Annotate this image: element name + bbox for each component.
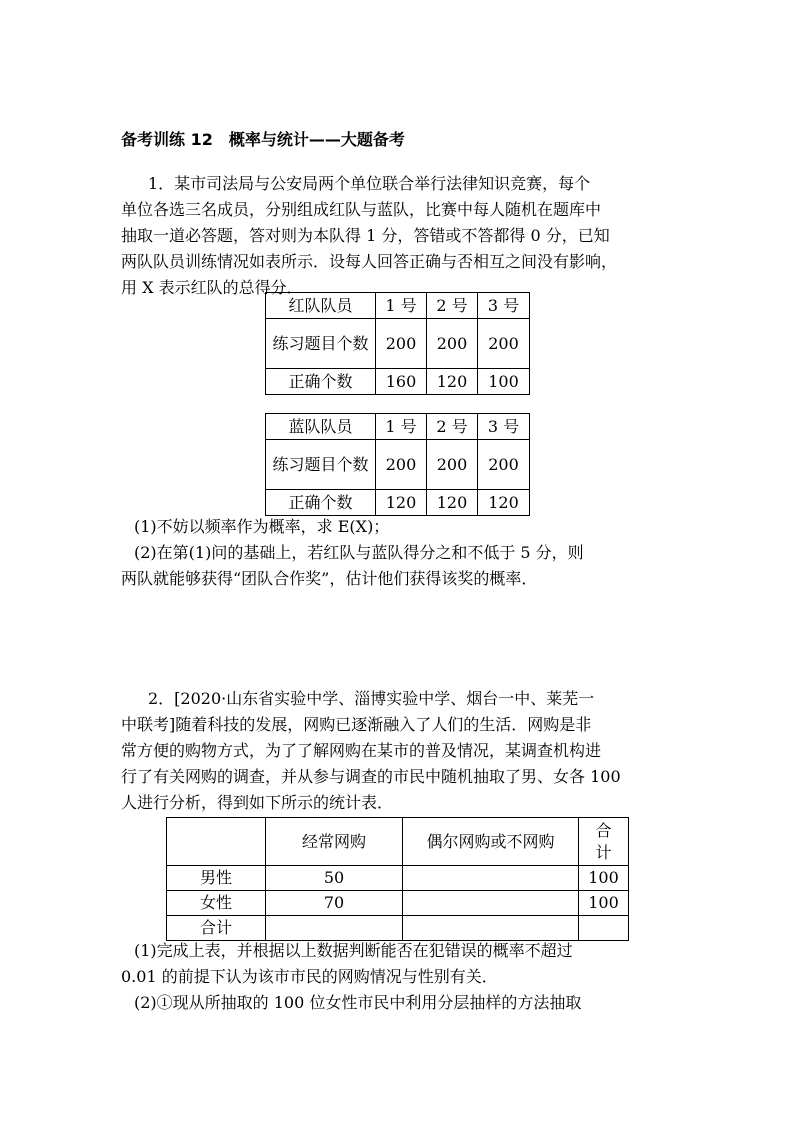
blue-team-table — [265, 413, 530, 516]
table-cell: 200 — [427, 440, 478, 490]
question-1-line: 单位各选三名成员，分别组成红队与蓝队，比赛中每人随机在题库中 — [121, 200, 602, 219]
table-cell — [403, 866, 579, 891]
table-cell: 50 — [266, 866, 403, 891]
question-1-line: 用 X 表示红队的总得分． — [121, 278, 303, 297]
table-cell: 女性 — [167, 891, 266, 916]
table-header-cell — [167, 818, 266, 866]
table-header-row — [266, 414, 530, 440]
question-2-line: 常方便的购物方式，为了了解网购在某市的普及情况，某调查机构进 — [121, 741, 602, 760]
page-title: 备考训练 12 概率与统计——大题备考 — [121, 130, 405, 149]
question-1-text — [121, 171, 681, 301]
table-cell: 120 — [478, 490, 530, 516]
table-cell: 练习题目个数 — [266, 319, 376, 369]
table-cell: 100 — [579, 866, 629, 891]
table-header-cell: 偶尔网购或不网购 — [403, 818, 579, 866]
table-cell: 练习题目个数 — [266, 440, 376, 490]
table-header-row — [266, 293, 530, 319]
table-cell: 160 — [376, 369, 427, 395]
table-cell: 120 — [376, 490, 427, 516]
table-cell: 120 — [427, 369, 478, 395]
table-cell — [266, 916, 403, 941]
question-1-line: 1．某市司法局与公安局两个单位联合举行法律知识竞赛，每个 — [148, 174, 591, 193]
table-cell: 合计 — [167, 916, 266, 941]
table-header-cell: 2 号 — [427, 293, 478, 319]
table-header-cell: 2 号 — [427, 414, 478, 440]
table-row — [167, 891, 629, 916]
table-header-cell: 合计 — [579, 818, 629, 866]
table-row — [266, 369, 530, 395]
table-row — [167, 916, 629, 941]
table-header-cell: 3 号 — [478, 293, 530, 319]
question-2-line: 2．[2020·山东省实验中学、淄博实验中学、烟台一中、莱芜一 — [148, 689, 595, 708]
table-cell: 100 — [478, 369, 530, 395]
question-2-line: 中联考]随着科技的发展，网购已逐渐融入了人们的生活．网购是非 — [121, 715, 592, 734]
table-cell: 200 — [376, 319, 427, 369]
question-2-text — [121, 686, 681, 816]
table-header-row — [167, 818, 629, 866]
question-1-line: 抽取一道必答题，答对则为本队得 1 分，答错或不答都得 0 分，已知 — [121, 226, 610, 245]
table-cell: 100 — [579, 891, 629, 916]
table-cell — [403, 891, 579, 916]
question-1-line: 两队队员训练情况如表所示．设每人回答正确与否相互之间没有影响， — [121, 252, 618, 271]
table-header-cell: 经常网购 — [266, 818, 403, 866]
table-cell — [403, 916, 579, 941]
table-cell: 200 — [478, 440, 530, 490]
table-cell: 正确个数 — [266, 369, 376, 395]
table-header-cell: 红队队员 — [266, 293, 376, 319]
table-header-cell: 蓝队队员 — [266, 414, 376, 440]
question-1-part-1: (1)不妨以频率作为概率，求 E(X)； — [134, 517, 390, 536]
table-cell: 正确个数 — [266, 490, 376, 516]
question-2-part-2: (2)①现从所抽取的 100 位女性市民中利用分层抽样的方法抽取 — [134, 993, 582, 1012]
question-2-part-1-cont: 0.01 的前提下认为该市市民的网购情况与性别有关． — [121, 967, 498, 986]
question-1-part-2-cont: 两队就能够获得“团队合作奖”，估计他们获得该奖的概率． — [121, 569, 538, 588]
table-header-cell: 1 号 — [376, 293, 427, 319]
question-1-part-2: (2)在第(1)问的基础上，若红队与蓝队得分之和不低于 5 分，则 — [134, 543, 584, 562]
table-cell: 200 — [376, 440, 427, 490]
question-2-line: 人进行分析，得到如下所示的统计表． — [121, 793, 394, 812]
table-row — [266, 490, 530, 516]
question-2-line: 行了有关网购的调查，并从参与调查的市民中随机抽取了男、女各 100 — [121, 767, 621, 786]
table-row — [266, 319, 530, 369]
question-2-parts — [121, 938, 681, 1016]
table-cell — [579, 916, 629, 941]
table-row — [167, 866, 629, 891]
table-cell: 200 — [427, 319, 478, 369]
table-cell: 120 — [427, 490, 478, 516]
table-header-cell: 1 号 — [376, 414, 427, 440]
online-shopping-table — [166, 817, 629, 941]
table-cell: 70 — [266, 891, 403, 916]
table-row — [266, 440, 530, 490]
table-header-cell: 3 号 — [478, 414, 530, 440]
red-team-table — [265, 292, 530, 395]
question-1-parts — [121, 514, 681, 592]
table-cell: 200 — [478, 319, 530, 369]
table-cell: 男性 — [167, 866, 266, 891]
question-2-part-1: (1)完成上表，并根据以上数据判断能否在犯错误的概率不超过 — [134, 941, 573, 960]
